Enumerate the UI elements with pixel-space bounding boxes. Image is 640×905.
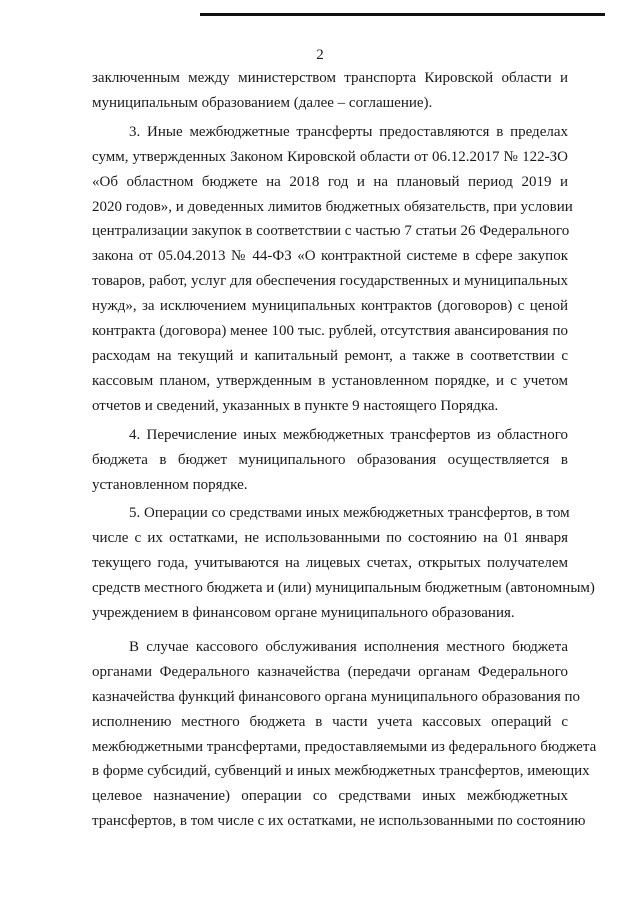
text-line: 3. Иные межбюджетные трансферты предоставляются в пределах [129,123,568,140]
text-line: учреждением в финансовом органе муниципального образования. [92,605,515,622]
text-line: межбюджетными трансфертами, предоставляемыми из федерального бюджета [92,738,597,755]
text-line: закона от 05.04.2013 № 44-ФЗ «О контрактной системе в сфере закупок [92,248,568,265]
text-line: бюджета в бюджет муниципального образования осуществляется в [92,451,568,468]
paragraph-item-4 [92,423,568,498]
text-line: 5. Операции со средствами иных межбюджетных трансфертов, в том [129,505,570,522]
text-line: трансфертов, в том числе с их остатками, не использованными по состоянию [92,813,586,830]
header-rule [200,13,605,16]
paragraph-item-3 [92,120,573,419]
paragraph-continuation [92,66,568,116]
text-line: «Об областном бюджете на 2018 год и на плановый период 2019 и [92,173,568,190]
paragraph-item-5 [92,501,595,626]
text-line: кассовым планом, утвержденным в установленном порядке, и с учетом [92,372,568,389]
text-line: 2020 годов», и доведенных лимитов бюджетных обязательств, при условии [92,198,573,215]
text-line: товаров, работ, услуг для обеспечения государственных и муниципальных [92,273,568,290]
text-line: средств местного бюджета и (или) муниципальным бюджетным (автономным) [92,580,595,597]
text-line: органами Федерального казначейства (передачи органам Федерального [92,663,568,680]
text-line: В случае кассового обслуживания исполнения местного бюджета [129,638,568,655]
text-line: казначейства функций финансового органа муниципального образования по [92,688,581,705]
text-line: сумм, утвержденных Законом Кировской области от 06.12.2017 № 122-ЗО [92,148,568,165]
paragraph-treasury-case [92,635,597,834]
text-line: муниципальным образованием (далее – соглашение). [92,94,433,111]
text-line: контракта (договора) менее 100 тыс. рублей, отсутствия авансирования по [92,323,568,340]
document-body [92,66,597,834]
text-line: отчетов и сведений, указанных в пункте 9 настоящего Порядка. [92,397,499,414]
text-line: централизации закупок в соответствии с частью 7 статьи 26 Федерального [92,223,570,240]
text-line: расходам на текущий и капитальный ремонт, а также в соответствии с [92,347,568,364]
text-line: 4. Перечисление иных межбюджетных трансфертов из областного [129,426,568,443]
text-line: целевое назначение) операции со средствами иных межбюджетных [92,788,568,805]
page-number: 2 [316,47,324,63]
text-line: установленном порядке. [92,476,248,493]
text-line: числе с их остатками, не использованными по состоянию на 01 января [92,530,568,547]
text-line: текущего года, учитываются на лицевых счетах, открытых получателем [92,555,568,572]
text-line: исполнению местного бюджета в части учета кассовых операций с [92,713,568,730]
text-line: в форме субсидий, субвенций и иных межбюджетных трансфертов, имеющих [92,763,590,780]
text-line: нужд», за исключением муниципальных контрактов (договоров) с ценой [92,298,568,315]
text-line: заключенным между министерством транспорта Кировской области и [92,70,568,86]
